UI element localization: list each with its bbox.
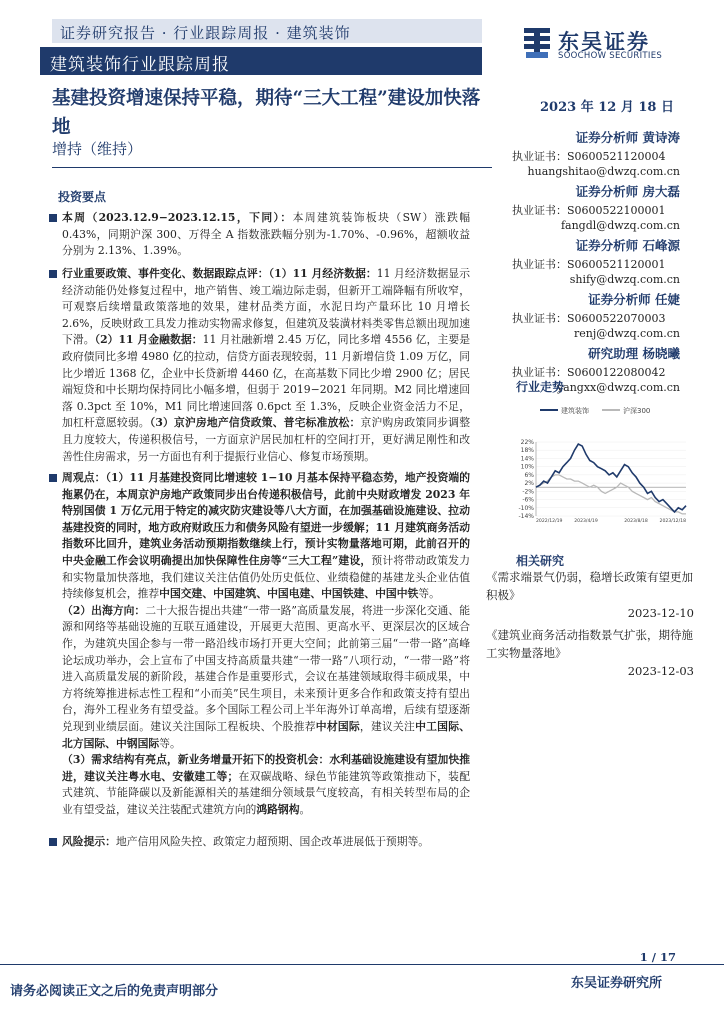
analyst-role-name: 证券分析师 任婕 (588, 292, 680, 307)
related-report-item[interactable] (486, 626, 694, 680)
report-type: 建筑装饰行业跟踪周报 (50, 55, 230, 75)
analyst-email[interactable]: shify@dwzq.com.cn (569, 273, 680, 286)
related-report-item[interactable] (486, 568, 694, 622)
analyst-email[interactable]: yangxx@dwzq.com.cn (556, 381, 680, 394)
industry-trend-chart (512, 398, 692, 526)
footer-divider (0, 964, 724, 965)
analyst-email[interactable]: renj@dwzq.com.cn (573, 327, 680, 340)
legend-label: 沪深300 (623, 407, 651, 415)
y-tick-label: 10% (520, 463, 534, 471)
series-line-csi300 (536, 475, 686, 514)
y-tick-label: -10% (518, 504, 534, 512)
section-heading: 投资要点 (58, 190, 107, 204)
related-heading: 相关研究 (516, 554, 565, 568)
y-tick-label: 2% (524, 480, 534, 488)
analyst-item (512, 128, 692, 182)
analyst-role-name: 研究助理 杨晓曦 (588, 346, 680, 361)
summary-paragraph-view: 周观点：（1）11 月基建投资同比增速较 1−10 月基本保持平稳态势，地产投资端的拖累仍在，本周京沪房地产政策同步出台传递积极信号，此前中央财政增发 2023 年特别国债 1 万亿元用于特定的减灾防灾建设等八大方面，在加强基础设施建设、拉动基建投资的同时，地方政府财政压力和债务风险有望进一步缓解；11 月建筑商务活动指数环比回升，建筑业务活动预期指数继续上行，预计实物量落地可期，此前召开的中央金融工作会议明确提出加快保障性住房等“三大工程”建设，预计将带动政策发力和实物量加快落地，我们建议关注估值仍处历史低位、业绩稳健的基建龙头企业估值持续修复机会，推荐中国交建、中国建筑、中国电建、中国铁建、中国中铁等。 （2）出海方向：二十大报告提出共建“一带一路”高质量发展，将进一步深化交通、能源和网络等基础设施的互联互通建设，开展更大范围、更高水平、更深层次的区域合作，为建筑央国企参与一带一路沿线市场打开更大空间；此前第三届“一带一路”高峰论坛成功举办，会上宣布了中国支持高质量共建“一带一路”八项行动，“一带一路”将进入高质量发展的新阶段，基建合作是重要形式，会议在基建领域取得丰硕成果，中方将统筹推进标志性工程和“小而美”民生项目，未来预计更多合作和政策支持有望出台，海外工程业务有望受益。多个国际工程公司上半年海外订单高增，后续有望逐渐兑现到业绩层面。建议关注国际工程板块、个股推荐中材国际，建议关注中工国际、北方国际、中钢国际等。 （3）需求结构有亮点，新业务增量开拓下的投资机会：水利基础设施建设有望加快推进，建议关注粤水电、安徽建工等；在双碳战略、绿色节能建筑等政策推动下，装配式建筑、节能降碳以及新能源相关的基建细分领域景气度较高，有相关转型布局的企业有望受益，建议关注装配式建筑方向的鸿路钢构。 (62, 470, 470, 818)
analyst-role-name: 证券分析师 黄诗涛 (575, 130, 680, 145)
logo-text-cn: 东吴证券 (558, 30, 650, 54)
analyst-item (512, 236, 692, 290)
related-report-date: 2023-12-03 (627, 664, 694, 678)
trend-heading: 行业走势 (516, 380, 565, 394)
x-tick-label: 2023/12/18 (659, 519, 686, 524)
y-tick-label: 22% (520, 439, 534, 446)
analyst-item (512, 290, 692, 344)
analyst-cert: 执业证书：S0600521120001 (512, 258, 666, 271)
y-tick-label: 14% (520, 455, 534, 463)
logo-text-en: SOOCHOW SECURITIES (558, 51, 663, 61)
related-report-title[interactable]: 《建筑业商务活动指数景气扩张，期待施工实物量落地》 (486, 628, 693, 660)
related-report-title[interactable]: 《需求端景气仍弱，稳增长政策有望更加积极》 (486, 570, 693, 602)
rating: 增持（维持） (52, 140, 143, 158)
page-title: 基建投资增速保持平稳，期待“三大工程”建设加快落地 (52, 88, 481, 138)
analyst-role-name: 证券分析师 房大磊 (575, 184, 680, 199)
footer-disclaimer[interactable]: 请务必阅读正文之后的免责声明部分 (10, 984, 219, 999)
y-tick-label: -6% (522, 496, 534, 504)
analyst-cert: 执业证书：S0600521120004 (512, 150, 666, 163)
soochow-logo-icon (522, 26, 552, 60)
report-type-bar (40, 47, 482, 75)
analyst-item (512, 182, 692, 236)
header-divider (52, 167, 492, 168)
y-tick-label: -14% (518, 513, 534, 520)
bullet-square-icon (49, 214, 57, 222)
x-tick-label: 2022/12/19 (536, 519, 563, 524)
breadcrumb: 证券研究报告 · 行业跟踪周报 · 建筑装饰 (60, 24, 351, 42)
summary-paragraph-risk: 风险提示：地产信用风险失控、政策定力超预期、国企改革进展低于预期等。 (62, 834, 470, 851)
related-research-list (486, 568, 694, 684)
analyst-cert: 执业证书：S0600522070003 (512, 312, 666, 325)
page-number: 1 / 17 (639, 950, 676, 964)
analyst-cert: 执业证书：S0600122080042 (512, 366, 666, 379)
related-report-date: 2023-12-10 (627, 606, 694, 620)
summary-paragraph-weekly: 本周（2023.12.9−2023.12.15，下同）：本周建筑装饰板块（SW）涨跌幅 0.43%，同期沪深 300、万得全 A 指数涨跌幅分别为-1.70%、-0.96%，超额收益分别为 2.13%、1.39%。 (62, 210, 470, 260)
legend-label: 建筑装饰 (561, 407, 589, 415)
analyst-list (512, 128, 692, 398)
bullet-square-icon (49, 474, 57, 482)
x-tick-label: 2023/4/19 (574, 519, 598, 524)
analyst-cert: 执业证书：S0600522100001 (512, 204, 666, 217)
y-tick-label: 6% (524, 471, 534, 479)
report-date: 2023 年 12 月 18 日 (540, 100, 674, 115)
analyst-role-name: 证券分析师 石峰源 (575, 238, 680, 253)
y-tick-label: 18% (520, 447, 534, 455)
company-logo (522, 26, 702, 62)
bullet-square-icon (49, 838, 57, 846)
breadcrumb-band (52, 19, 482, 43)
y-tick-label: -2% (522, 488, 534, 496)
analyst-email[interactable]: huangshitao@dwzq.com.cn (527, 165, 680, 178)
analyst-email[interactable]: fangdl@dwzq.com.cn (560, 219, 680, 232)
summary-paragraph-policy: 行业重要政策、事件变化、数据跟踪点评：（1）11 月经济数据：11 月经济数据显示经济动能仍处修复过程中，地产销售、竣工端边际走弱，但新开工端降幅有所收窄，可观察后续增量政策落地的效果，建材品类方面，水泥日均产量环比 10 月增长 2.6%，反映财政工具发力推动实物需求修复，但建筑及装潢材料类零售总额出现加速下滑。（2）11 月金融数据：11 月社融新增 2.45 万亿，同比多增 4556 亿，主要是政府债同比多增 4980 亿的拉动，信贷方面表现较弱，11 月新增信贷 1.09 万亿，同比少增近 1368 亿，企业中长贷新增 4460 亿，在高基数下同比少增 2900 亿；居民端短贷和中长期均保持同比小幅多增，但弱于 2019−2021 年同期。M2 同比增速回落 0.3pct 至 10%，M1 同比增速回落 0.6pct 至 1.3%，反映企业资金活力不足，加杠杆意愿较弱。（3）京沪房地产信贷政策、普宅标准放松：京沪购房政策同步调整且力度较大，传递积极信号，一方面京沪居民加杠杆的空间打开，更好满足刚性和改善性住房需求，另一方面也有利于提振行业信心、修复市场预期。 (62, 266, 470, 465)
footer-institute: 东吴证券研究所 (570, 976, 662, 991)
series-line-construction (536, 444, 686, 512)
x-tick-label: 2023/8/18 (624, 519, 648, 524)
bullet-square-icon (49, 270, 57, 278)
